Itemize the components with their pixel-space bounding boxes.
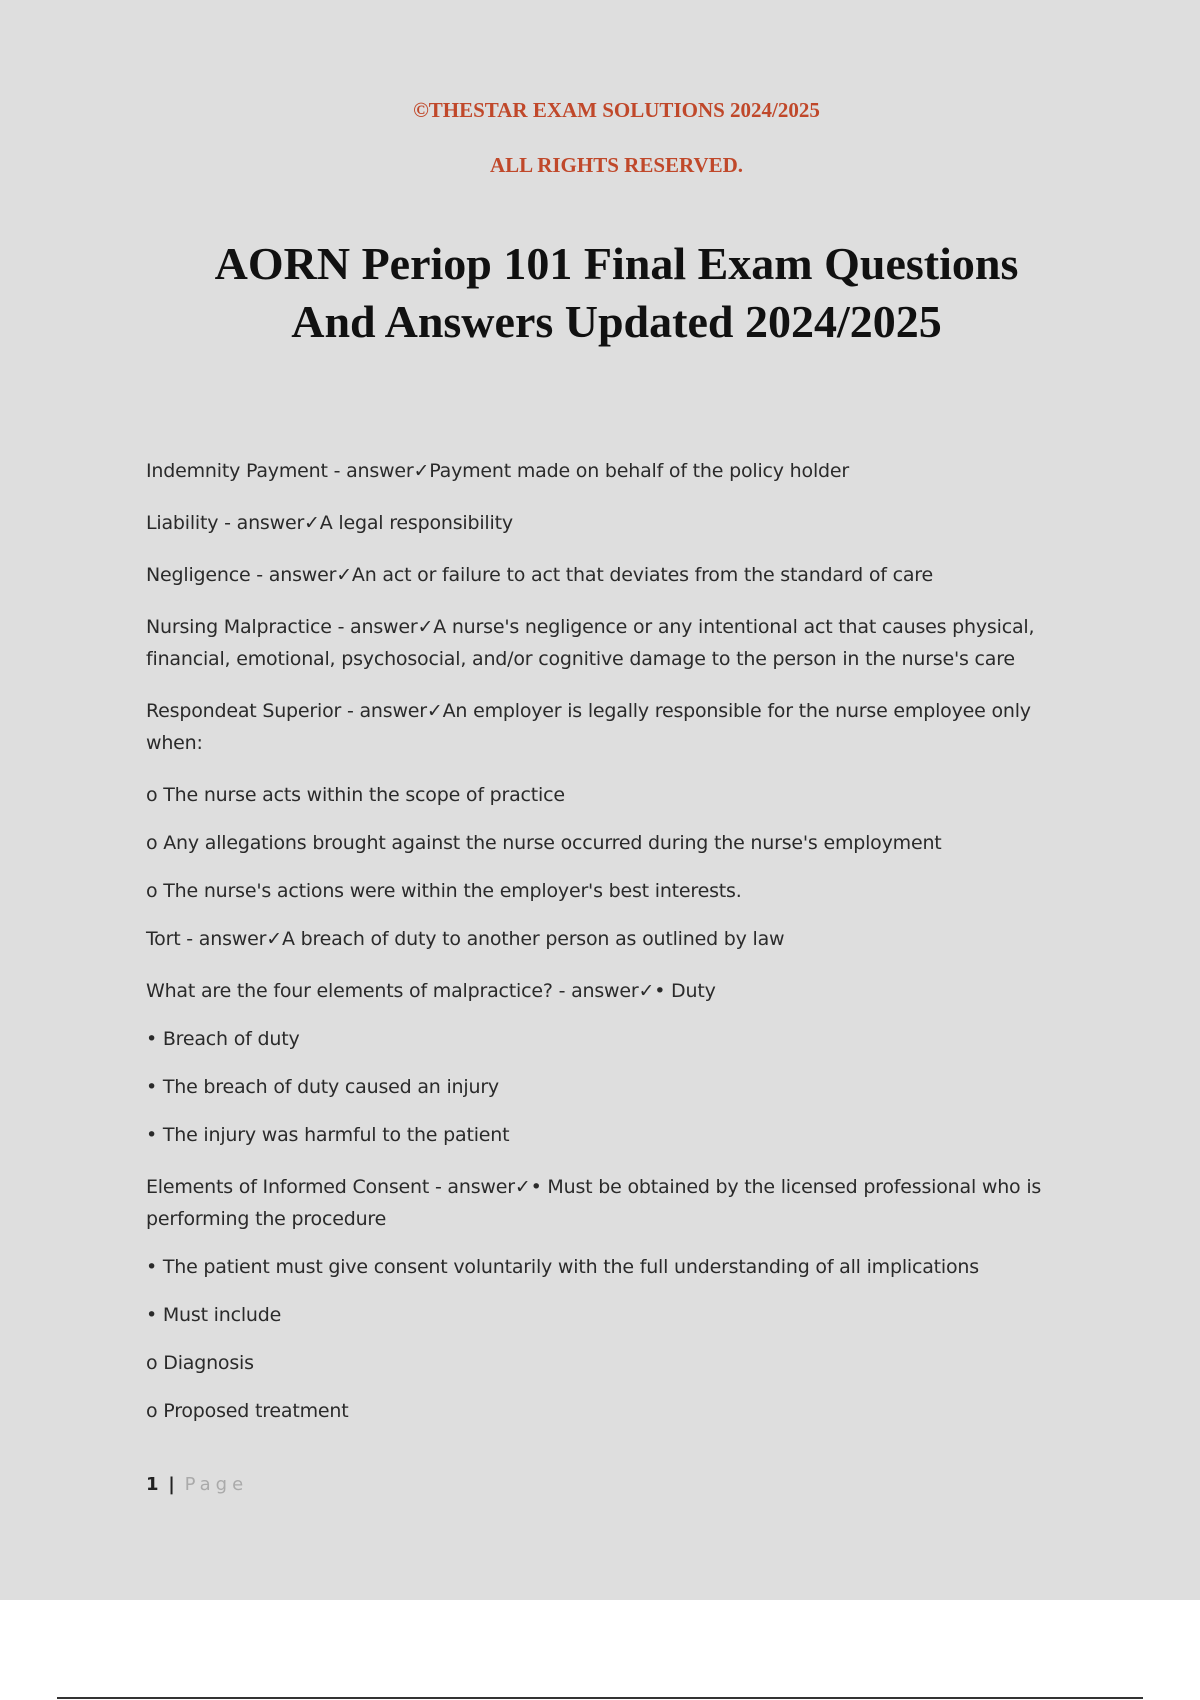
list-item: • The patient must give consent voluntarily with the full understanding of all implications xyxy=(146,1256,979,1278)
entry-informed-consent: Elements of Informed Consent - answer✓• Must be obtained by the licensed professional who is performing the procedure xyxy=(146,1176,1042,1230)
title-line-2: And Answers Updated 2024/2025 xyxy=(291,296,942,347)
divider xyxy=(57,1697,1143,1699)
document-title xyxy=(0,235,1200,351)
document-body xyxy=(146,455,1086,1443)
list-item: o Proposed treatment xyxy=(146,1400,349,1422)
list-item: o Diagnosis xyxy=(146,1352,254,1374)
next-page-area xyxy=(0,1600,1200,1700)
list-item: • Must include xyxy=(146,1304,282,1326)
title-line-1: AORN Periop 101 Final Exam Questions xyxy=(214,238,1019,289)
page-number: 1 xyxy=(146,1474,159,1495)
entry-tort: Tort - answer✓A breach of duty to another person as outlined by law xyxy=(146,928,785,950)
list-item: • The injury was harmful to the patient xyxy=(146,1124,510,1146)
page-footer xyxy=(146,1474,248,1495)
rights-reserved-notice: ALL RIGHTS RESERVED. xyxy=(489,153,744,177)
page-separator: | xyxy=(168,1474,175,1495)
page-label: Page xyxy=(184,1474,249,1495)
entry-four-elements-malpractice: What are the four elements of malpractice? - answer✓• Duty xyxy=(146,980,716,1002)
list-item: • Breach of duty xyxy=(146,1028,300,1050)
list-item: o The nurse's actions were within the employer's best interests. xyxy=(146,880,742,902)
copyright-notice: ©THESTAR EXAM SOLUTIONS 2024/2025 xyxy=(413,98,820,122)
list-item: o Any allegations brought against the nurse occurred during the nurse's employment xyxy=(146,832,942,854)
entry-negligence: Negligence - answer✓An act or failure to act that deviates from the standard of care xyxy=(146,564,933,586)
entry-respondeat-superior: Respondeat Superior - answer✓An employer is legally responsible for the nurse employee only when: xyxy=(146,700,1031,754)
list-item: • The breach of duty caused an injury xyxy=(146,1076,499,1098)
list-item: o The nurse acts within the scope of practice xyxy=(146,784,565,806)
entry-nursing-malpractice: Nursing Malpractice - answer✓A nurse's negligence or any intentional act that causes physical, financial, emotional, psychosocial, and/or cognitive damage to the person in the nurse's care xyxy=(146,616,1035,670)
entry-indemnity-payment: Indemnity Payment - answer✓Payment made on behalf of the policy holder xyxy=(146,460,849,482)
entry-liability: Liability - answer✓A legal responsibility xyxy=(146,512,513,534)
